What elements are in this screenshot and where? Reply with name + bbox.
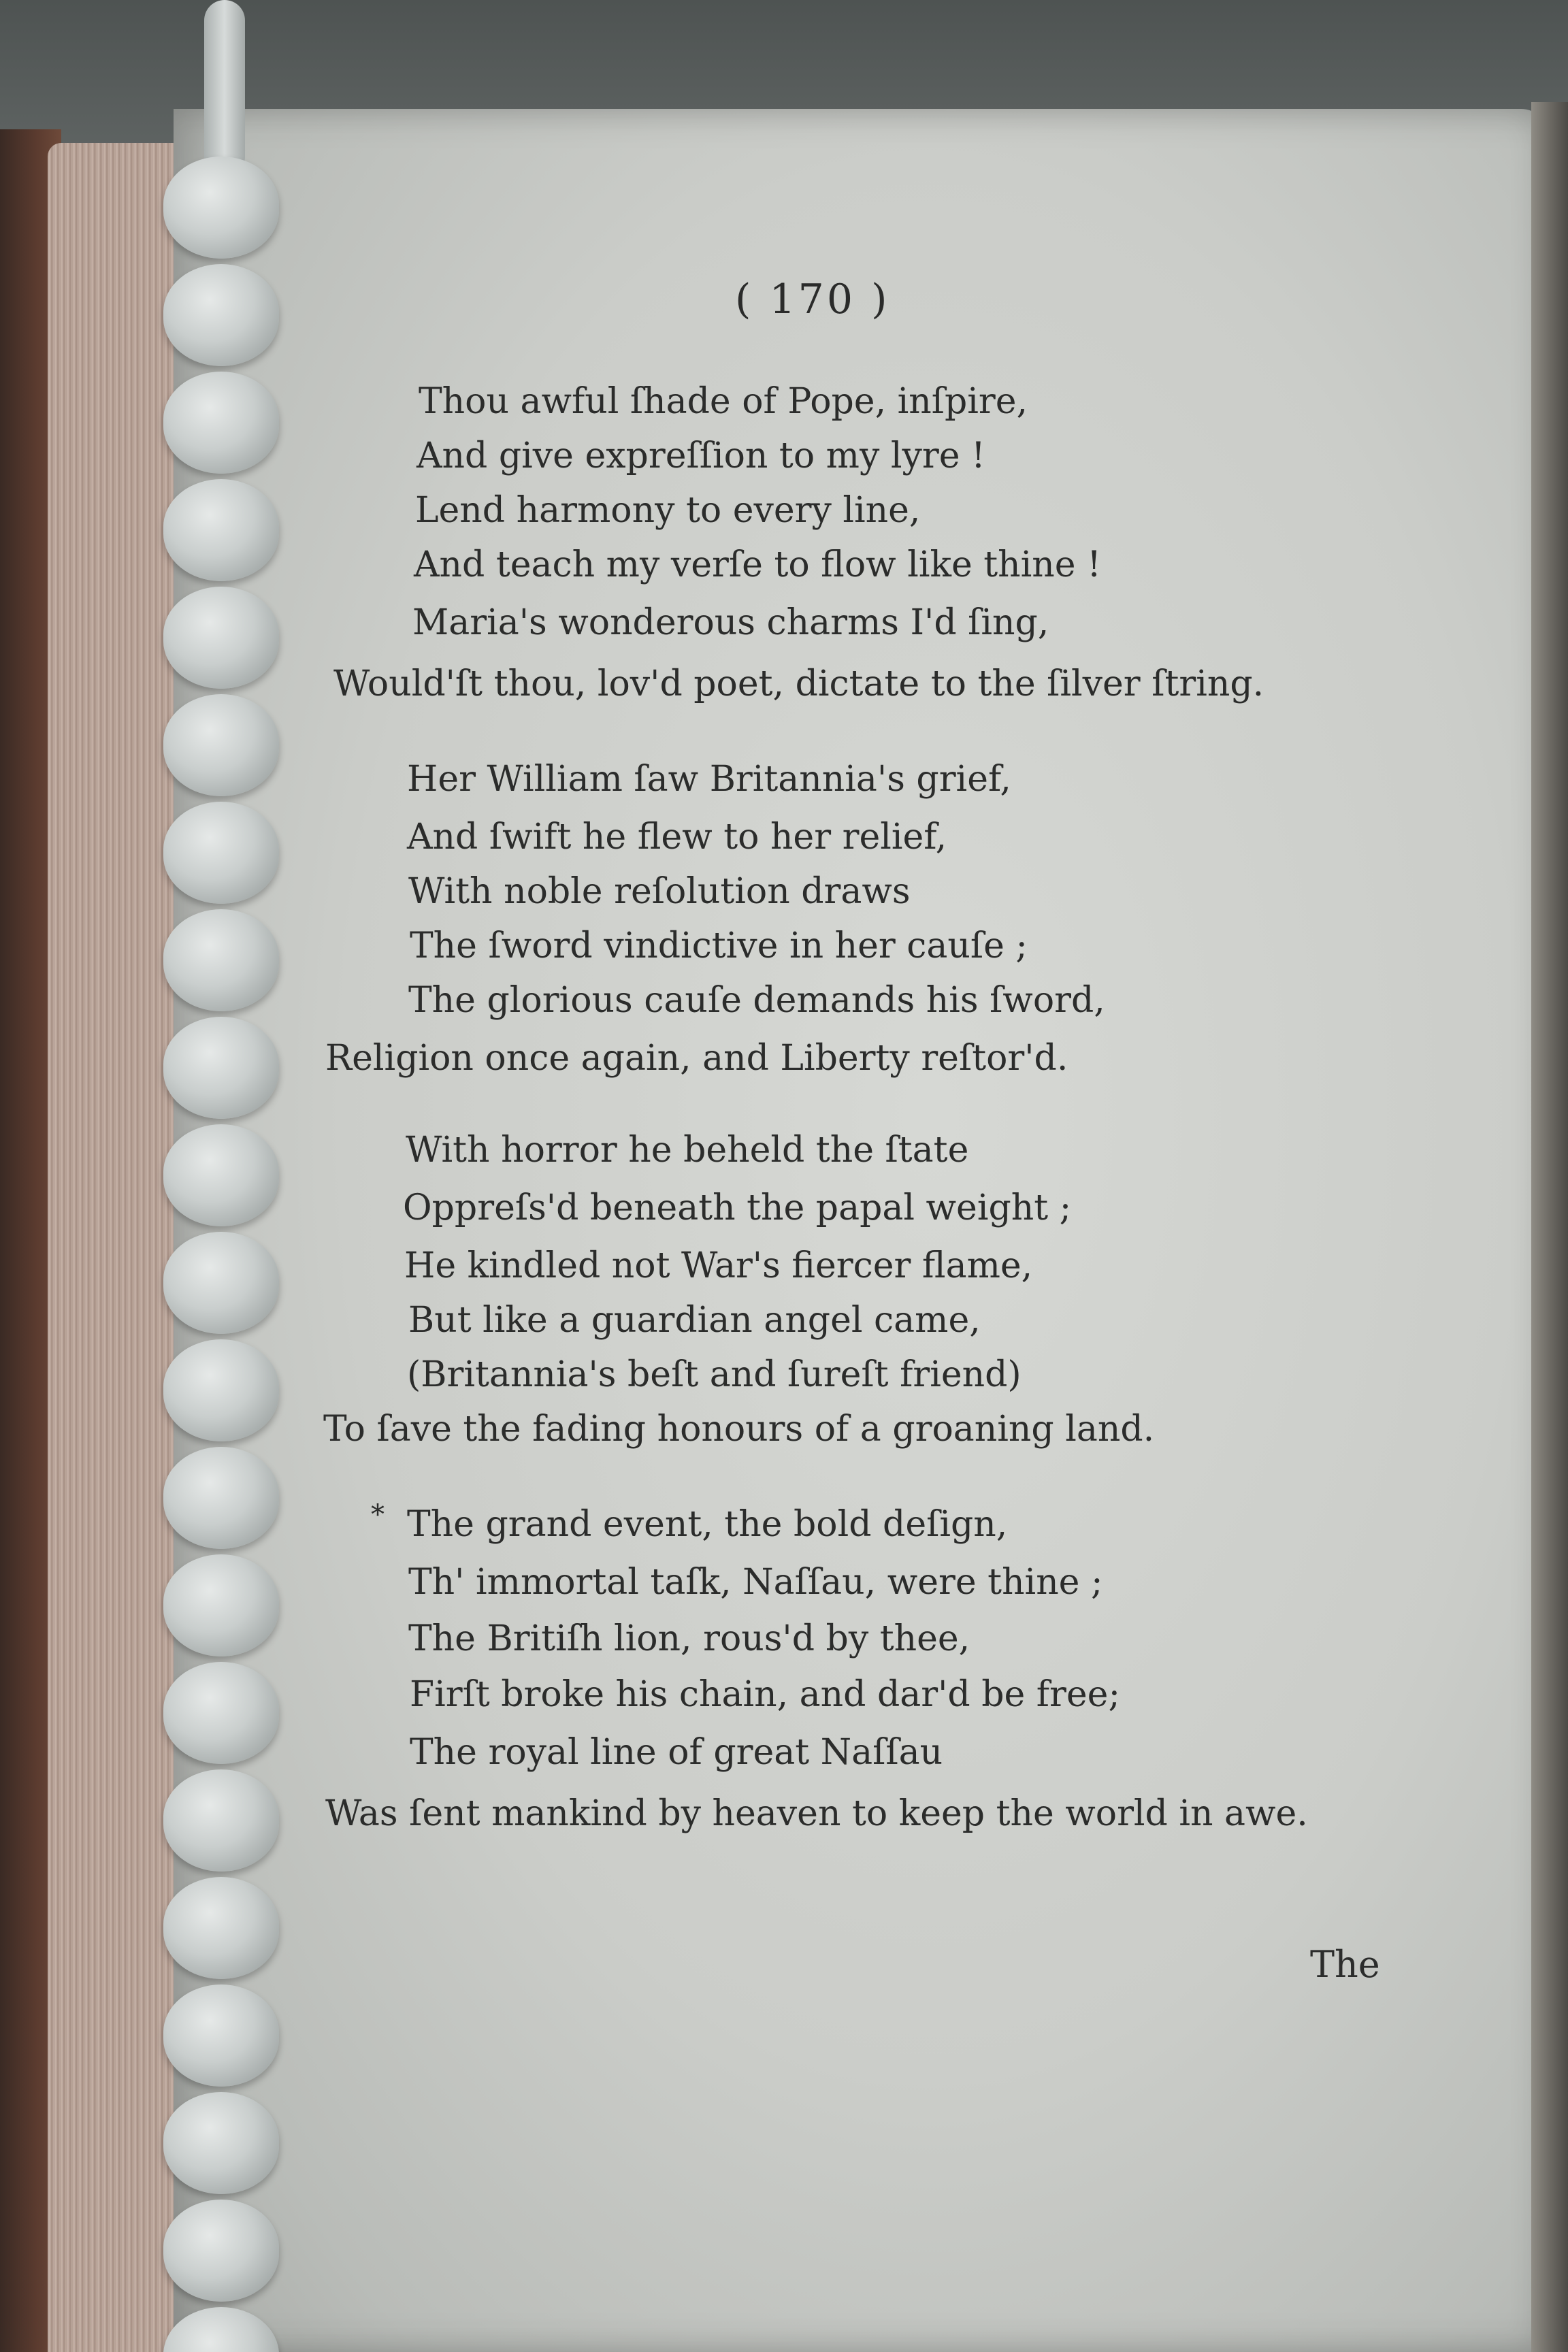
verse-line: He kindled not War's fiercer flame,: [404, 1245, 1033, 1286]
ribbon-knot: [163, 1877, 279, 1979]
ribbon-knot: [163, 1447, 279, 1549]
ribbon-knot: [163, 1769, 279, 1872]
verse-line: Would'ſt thou, lov'd poet, dictate to the ſilver ſtring.: [333, 664, 1264, 704]
verse-line: Maria's wonderous charms I'd ſing,: [412, 602, 1049, 643]
ribbon-knot: [163, 1124, 279, 1226]
ribbon-knot: [163, 694, 279, 796]
ribbon-knot: [163, 1554, 279, 1656]
ribbon-knot: [163, 1984, 279, 2087]
verse-line: The grand event, the bold deſign,: [407, 1504, 1008, 1545]
verse-line: The ſword vindictive in her cauſe ;: [410, 926, 1028, 966]
ribbon-knot: [163, 1017, 279, 1119]
verse-line: Lend harmony to every line,: [415, 490, 921, 531]
verse-line: Th' immortal taſk, Naſſau, were thine ;: [408, 1562, 1103, 1603]
ribbon-knot: [163, 2200, 279, 2302]
ribbon-bookmark: [163, 0, 279, 2352]
ribbon-knot: [163, 1662, 279, 1764]
ribbon-knot: [163, 2092, 279, 2194]
verse-line: Her William ſaw Britannia's grief,: [407, 759, 1011, 800]
verse-line: The royal line of great Naſſau: [410, 1732, 943, 1773]
verse-line: Firſt broke his chain, and dar'd be free;: [410, 1674, 1120, 1715]
verse-line: Thou awful ſhade of Pope, inſpire,: [419, 381, 1028, 422]
verse-line: And teach my verſe to flow like thine !: [414, 544, 1101, 585]
ribbon-knot: [163, 1232, 279, 1334]
verse-line: But like a guardian angel came,: [408, 1300, 981, 1341]
ribbon-stem: [204, 0, 245, 177]
catchword: The: [1310, 1943, 1380, 1986]
verse-line: Religion once again, and Liberty reſtor'd.: [325, 1038, 1068, 1079]
ribbon-knot: [163, 2307, 279, 2352]
page-number: ( 170 ): [735, 276, 890, 323]
verse-line: The glorious cauſe demands his ſword,: [408, 980, 1105, 1021]
verse-line: The Britiſh lion, rous'd by thee,: [408, 1618, 970, 1659]
ribbon-knot: [163, 1339, 279, 1441]
ribbon-knot: [163, 372, 279, 474]
ribbon-knot: [163, 479, 279, 581]
verse-line: To ſave the fading honours of a groaning land.: [323, 1409, 1155, 1450]
verse-line: And give expreſſion to my lyre !: [416, 436, 985, 476]
ribbon-knot: [163, 802, 279, 904]
ribbon-knot: [163, 157, 279, 259]
ribbon-knot: [163, 587, 279, 689]
footnote-asterisk: *: [371, 1499, 385, 1531]
verse-line: And ſwift he flew to her relief,: [407, 817, 947, 858]
verse-line: (Britannia's beſt and ſureſt friend): [407, 1354, 1022, 1395]
verse-line: Oppreſs'd beneath the papal weight ;: [403, 1188, 1072, 1228]
verse-line: With horror he beheld the ſtate: [406, 1130, 969, 1171]
verse-line: With noble reſolution draws: [408, 871, 911, 912]
verse-line: Was ſent mankind by heaven to keep the world in awe.: [325, 1793, 1308, 1834]
ribbon-knot: [163, 909, 279, 1011]
facing-leaf-edge: [1531, 102, 1568, 2352]
ribbon-knot: [163, 264, 279, 366]
